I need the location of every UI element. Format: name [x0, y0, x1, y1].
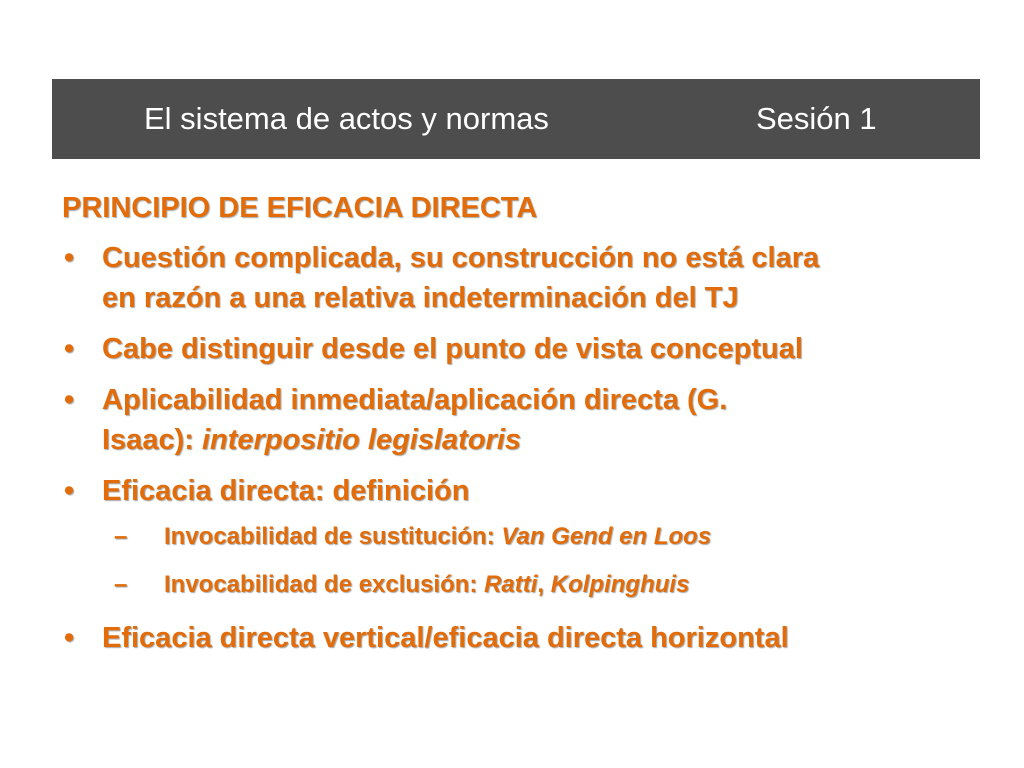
case-name: Ratti [484, 571, 538, 598]
bullet-marker: • [64, 333, 75, 365]
slide-title: El sistema de actos y normas [144, 101, 549, 136]
bullet-marker: • [64, 242, 75, 274]
bullet-text-line: Aplicabilidad inmediata/aplicación directa (G. [102, 384, 728, 416]
sub-bullet-item [62, 570, 962, 600]
bullet-text-italic: interpositio legislatoris [201, 424, 522, 456]
sub-bullet-marker: – [114, 523, 128, 550]
header-bar [52, 79, 980, 159]
bullet-text: Eficacia directa vertical/eficacia directa horizontal [102, 622, 789, 654]
case-name: Kolpinghuis [550, 571, 690, 598]
bullet-item [62, 471, 962, 511]
separator: , [537, 571, 551, 598]
bullet-marker: • [64, 384, 75, 416]
sub-bullet-item [62, 522, 962, 552]
bullet-text-prefix: Isaac): [102, 424, 202, 456]
bullet-marker: • [64, 475, 75, 507]
bullet-item [62, 618, 962, 658]
sub-bullet-prefix: Invocabilidad de sustitución: [164, 523, 502, 550]
bullet-item [62, 380, 962, 460]
bullet-item [62, 238, 962, 318]
bullet-item [62, 329, 962, 369]
section-heading: PRINCIPIO DE EFICACIA DIRECTA [62, 192, 538, 224]
case-name: Van Gend en Loos [501, 523, 712, 550]
sub-bullet-marker: – [114, 571, 128, 598]
session-label: Sesión 1 [756, 101, 877, 136]
bullet-text: Eficacia directa: definición [102, 475, 470, 507]
sub-bullet-prefix: Invocabilidad de exclusión: [164, 571, 485, 598]
bullet-text: Cabe distinguir desde el punto de vista conceptual [102, 333, 803, 365]
bullet-marker: • [64, 622, 75, 654]
bullet-text-line: en razón a una relativa indeterminación del TJ [102, 282, 739, 314]
slide-content [62, 190, 962, 669]
bullet-text-line: Cuestión complicada, su construcción no está clara [102, 242, 820, 274]
